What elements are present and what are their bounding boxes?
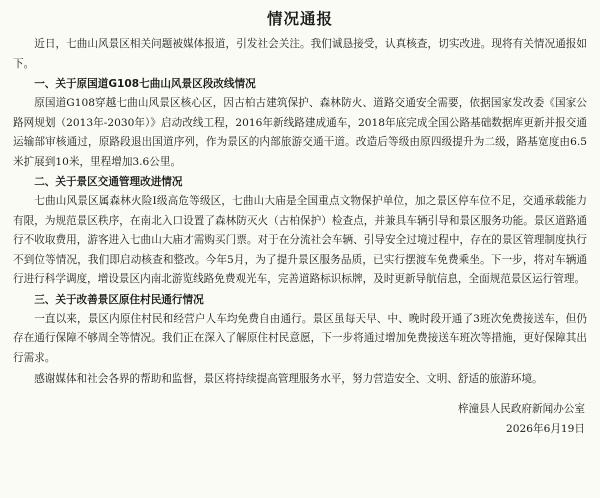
intro-paragraph: 近日，七曲山风景区相关问题被媒体报道，引发社会关注。我们诚恳接受，认真核查，切实改进。现将有关情况通报如下。 <box>13 38 587 70</box>
signoff-date: 2026年6月19日 <box>506 422 585 435</box>
section-2-paragraph: 七曲山风景区属森林火险Ⅰ级高危等级区，七曲山大庙是全国重点文物保护单位，加之景区停车位不足，交通承载能力有限，为规范景区秩序，在南北入口设置了森林防灭火（古柏保护）检查点，并兼具车辆引导和景区服务功能。景区道路通行不收取费用，游客进入七曲山大庙才需购买门票。对于在分流社会车辆、引导安全过境过程中，存在的景区管理制度执行不到位等情况，我们即启动核查和整改。今年5月，为了提升景区服务品质，已实行摆渡车免费乘坐。下一步，将对车辆通行进行科学调度，增设景区内南北游览线路免费观光车，完善道路标识标牌，及时更新导航信息，全面规范景区运行管理。 <box>13 195 587 285</box>
section-heading-3: 三、关于改善景区原住村民通行情况 <box>34 293 204 306</box>
section-1-paragraph: 原国道G108穿越七曲山风景区核心区，因古柏古建筑保护、森林防火、道路交通安全需要，依据国家发改委《国家公路网规划（2013年-2030年）》启动改线工程，2016年新线路建成通车，2018年底完成全国公路基础数据库更新并报交通运输部审核通过，原路段退出国道序列，作为景区的内部旅游交通干道。改造后等级由原四级提升为二级，路基宽度由6.5米扩展到10米，里程增加3.6公里。 <box>13 97 587 168</box>
section-heading-2: 二、关于景区交通管理改进情况 <box>34 176 183 188</box>
closing-paragraph: 感谢媒体和社会各界的帮助和监督，景区将持续提高管理服务水平，努力营造安全、文明、舒适的旅游环境。 <box>34 373 543 385</box>
section-3-paragraph: 一直以来，景区内原住村民和经营户人车均免费自由通行。景区虽每天早、中、晚时段开通了3班次免费接送车，但仍存在通行保障不够周全等情况。我们正在深入了解原住村民意愿，下一步将通过增加免费接送车班次等措施，更好保障其出行需求。 <box>13 312 587 364</box>
section-heading-1: 一、关于原国道G108七曲山风景区段改线情况 <box>34 78 256 90</box>
document-title: 情况通报 <box>266 10 333 28</box>
signoff-org: 梓潼县人民政府新闻办公室 <box>457 402 585 415</box>
